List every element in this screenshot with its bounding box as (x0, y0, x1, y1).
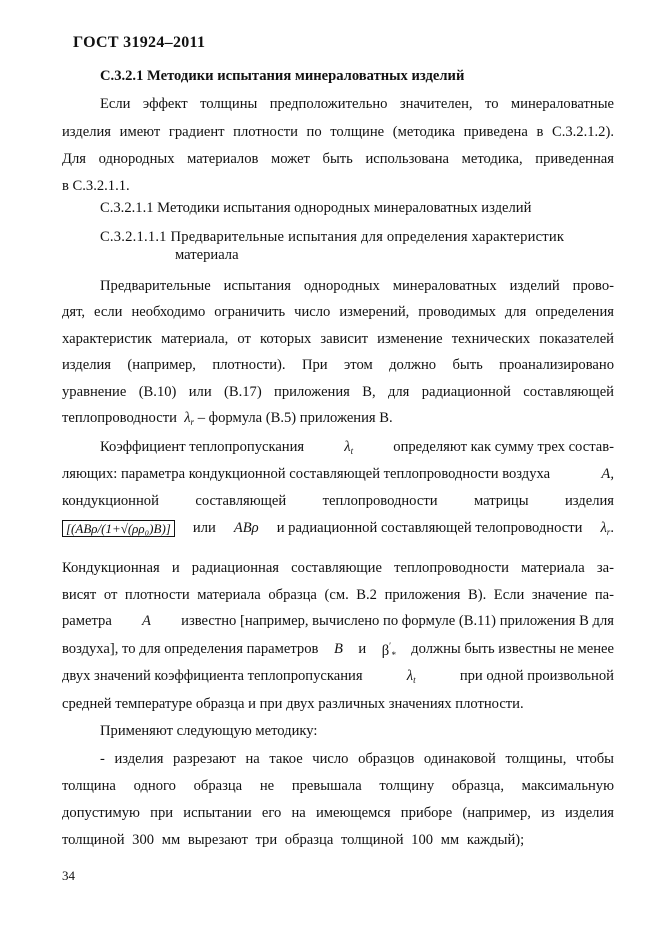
formula-inline: ABρ (233, 520, 259, 537)
text-fragment: при одной произвольной (459, 668, 614, 684)
text-fragment: и радиационной составляющей телопроводности (276, 520, 583, 537)
text-fragment: Коэффициент теплопропускания (100, 439, 305, 455)
text-fragment: двух значений коэффициента теплопропускания (62, 668, 363, 684)
text-fragment: – формула (В.5) приложения В. (197, 410, 393, 426)
paragraph-line (62, 467, 614, 482)
formula-box: [(ABρ/(1+√(ρρ₀)B)] (62, 520, 175, 537)
subscript: t (413, 675, 416, 685)
lambda-symbol: λ (184, 410, 191, 426)
text-fragment: определяют как сумму трех состав- (393, 439, 614, 455)
paragraph-line: характеристик материала, от которых зависит изменение технических показателей (62, 331, 614, 347)
beta-symbol: β (381, 643, 390, 659)
text-fragment: воздуха], то для определения параметров (62, 641, 319, 657)
paragraph-line: [(ABρ/(1+√(ρρ₀)B)] или ABρ и радиационной составляющей телопроводности $\lambda_r$. (62, 520, 614, 537)
subscript: t (350, 446, 354, 456)
subsubsection-heading-cont: материала (175, 247, 239, 263)
subsubsection-heading: С.3.2.1.1.1 Предварительные испытания для определения характеристик (100, 229, 565, 245)
lambda-symbol: λ (406, 668, 414, 684)
subscript: r (606, 526, 611, 537)
subsection-heading: С.3.2.1.1 Методики испытания однородных минераловатных изделий (100, 200, 532, 216)
paragraph-line: изделия (например, плотности). При этом должно быть проанализировано (62, 357, 614, 373)
paragraph-line (62, 614, 614, 629)
page-number: 34 (62, 868, 75, 883)
lambda-symbol: λ (600, 519, 607, 536)
paragraph-line: кондукционной составляющей теплопроводности матрицы изделия (62, 493, 614, 509)
list-item-line: толщина одного образца не превышала толщину образца, максимальную (62, 778, 614, 794)
paragraph-line: Применяют следующую методику: (100, 723, 318, 739)
paragraph-line (62, 642, 614, 660)
paragraph-line: Предварительные испытания однородных минераловатных изделий прово- (100, 278, 614, 294)
lambda-symbol: λ (344, 439, 351, 455)
paragraph-line: Для однородных материалов может быть использована методика, приведенная (62, 151, 614, 167)
parameter-A: A (142, 613, 151, 629)
paragraph-line: висят от плотности материала образца (см. В.2 приложения В). Если значение па- (62, 587, 614, 603)
parameter-A: A, (601, 466, 614, 482)
subscript: r (190, 417, 195, 427)
list-item-line: допустимую при испытании его на имеющемся приборе (например, из изделия (62, 805, 614, 821)
paragraph-line: Если эффект толщины предположительно значителен, то минераловатные (100, 96, 614, 112)
text-fragment: известно [например, вычислено по формуле (В.11) приложения В для (181, 613, 614, 629)
paragraph-line: уравнение (В.10) или (В.17) приложения В, для радиационной составляющей (62, 384, 614, 400)
text-fragment: или (192, 520, 216, 537)
text-fragment: теплопроводности (62, 410, 177, 426)
list-item-line: толщиной 300 мм вырезают три образца толщиной 100 мм каждый); (62, 832, 525, 848)
paragraph-line: дят, если необходимо ограничить число измерений, проводимых для определения (62, 304, 614, 320)
superscript: ′ (389, 641, 392, 651)
paragraph-line: в С.3.2.1.1. (62, 178, 130, 194)
paragraph-line (62, 411, 393, 427)
paragraph-line: средней температуре образца и при двух различных значениях плотности. (62, 696, 524, 712)
text-fragment: раметра (62, 613, 112, 629)
paragraph-line: Кондукционная и радиационная составляющие теплопроводности материала за- (62, 560, 614, 576)
parameter-B: B (333, 641, 343, 657)
text-fragment: ляющих: параметра кондукционной составляющей теплопроводности воздуха (62, 466, 551, 482)
standard-header: ГОСТ 31924–2011 (73, 34, 206, 51)
text-fragment: и (358, 641, 367, 657)
paragraph-line: изделия имеют градиент плотности по толщине (методика приведена в С.3.2.1.2). (62, 124, 614, 140)
subscript: * (391, 650, 396, 660)
text-fragment: должны быть известны не менее (411, 641, 614, 657)
paragraph-line (62, 669, 614, 685)
section-heading: С.3.2.1 Методики испытания минераловатных изделий (100, 68, 465, 84)
paragraph-line (100, 440, 614, 456)
list-item-line: - изделия разрезают на такое число образцов одинаковой толщины, чтобы (100, 751, 614, 767)
